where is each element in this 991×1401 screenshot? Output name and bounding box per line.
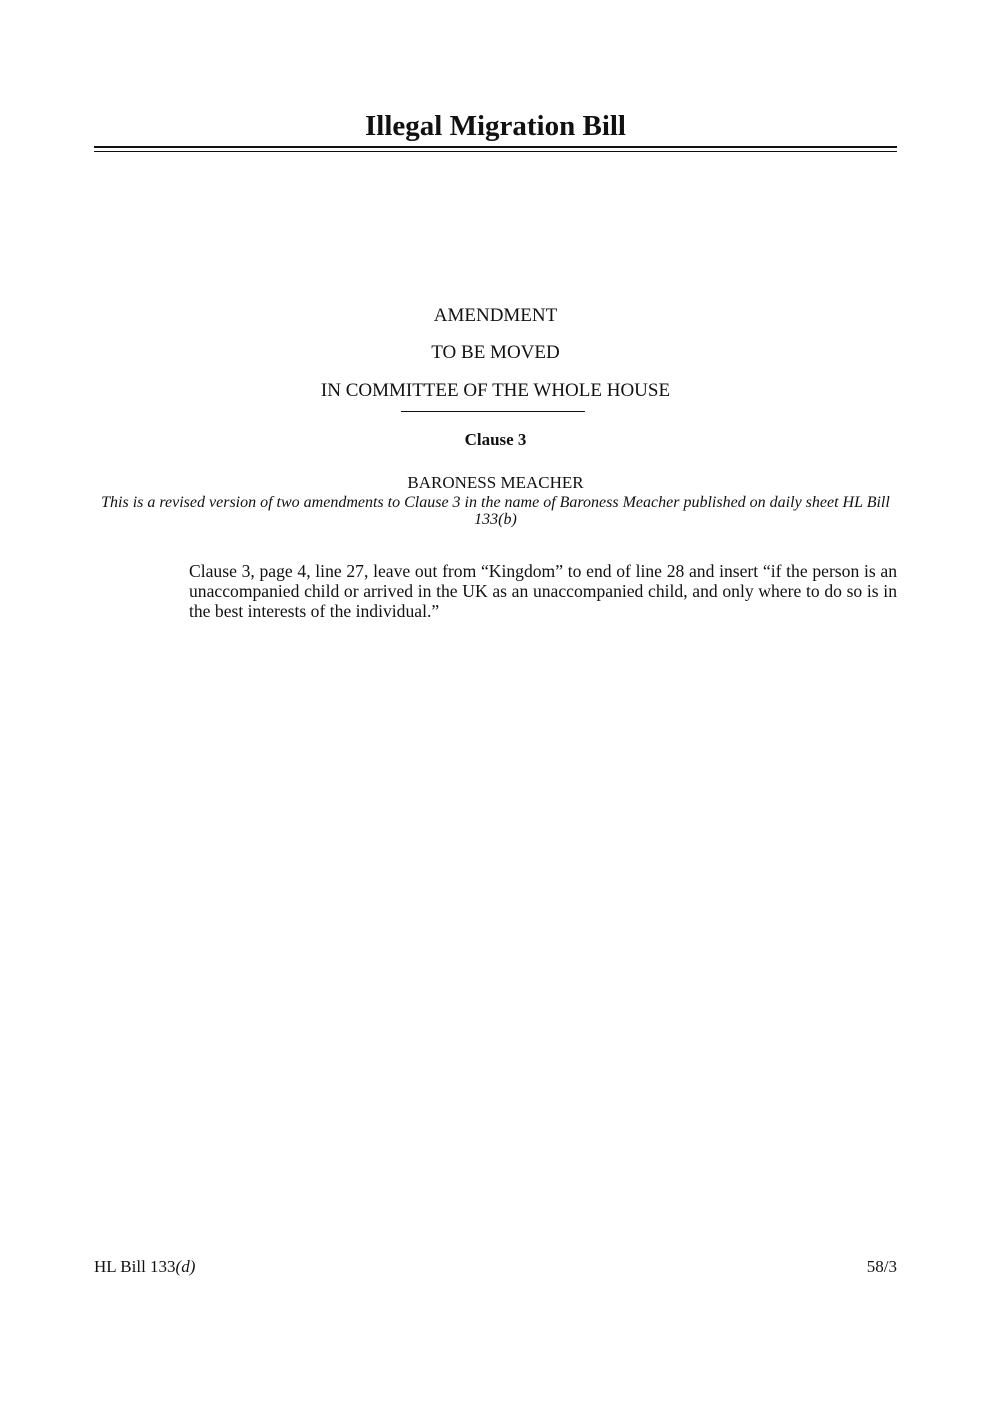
revision-note: This is a revised version of two amendments to Clause 3 in the name of Baroness Meacher published on daily sheet HL Bill 133(b) [101,494,890,528]
clause-heading: Clause 3 [464,430,527,449]
bill-title: Illegal Migration Bill [365,110,626,142]
title-double-rule [94,146,897,152]
amendment-text: Clause 3, page 4, line 27, leave out from “Kingdom” to end of line 28 and insert “if the person is an unaccompanied child or arrived in the UK as an unaccompanied child, and only where to do so is in the best interests of the individual.” [189,561,897,621]
member-name: BARONESS MEACHER [407,473,584,492]
heading-divider [401,411,585,412]
bill-ref-suffix: (d) [175,1257,196,1276]
footer-page-ref: 58/3 [866,1257,897,1276]
bill-ref-text: HL Bill 133 [94,1257,176,1276]
heading-amendment: AMENDMENT [433,305,558,326]
heading-committee: IN COMMITTEE OF THE WHOLE HOUSE [320,380,671,401]
heading-to-be-moved: TO BE MOVED [431,342,560,363]
footer-bill-ref [94,1257,195,1277]
